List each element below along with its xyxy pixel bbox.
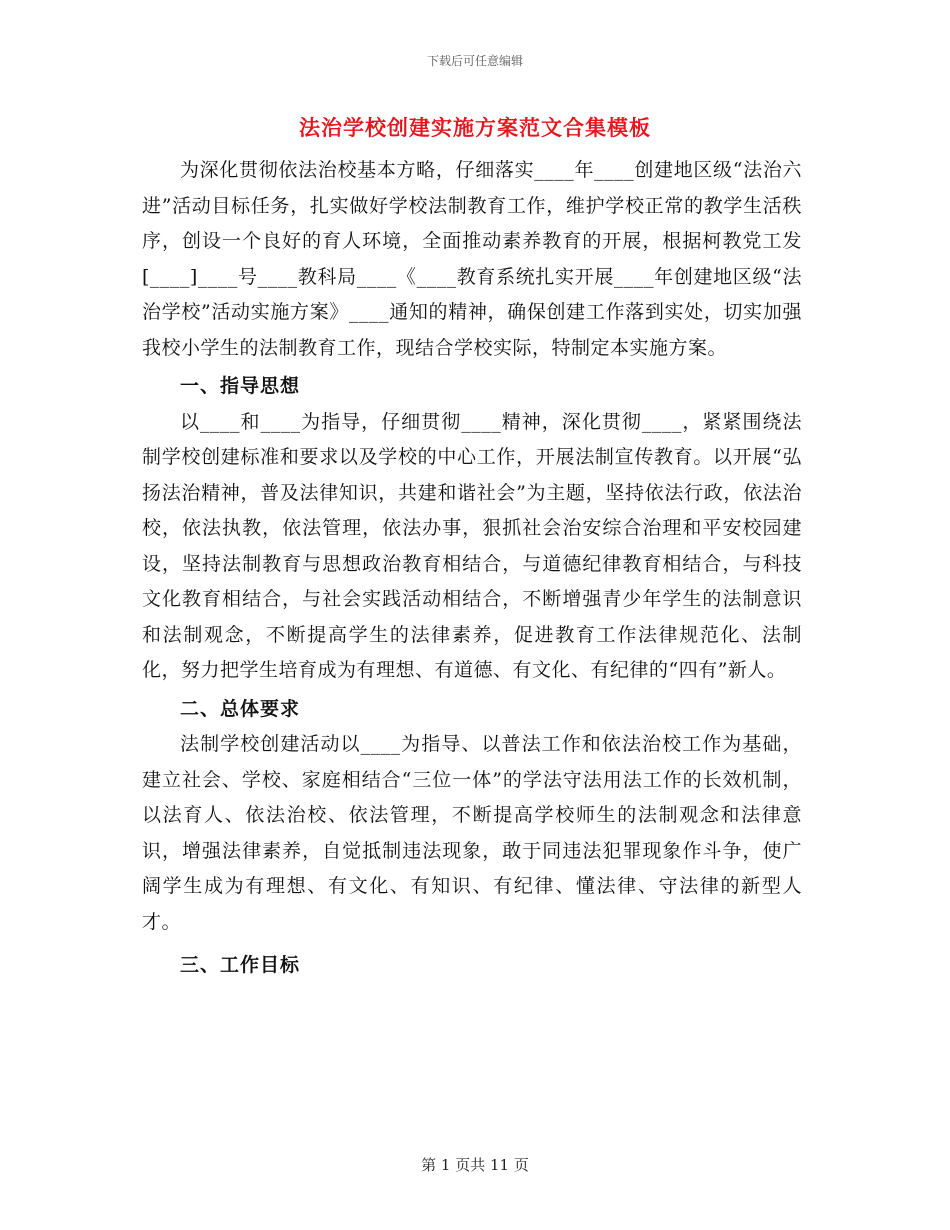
document-body <box>142 153 802 984</box>
section-heading-work-goals: 三、工作目标 <box>180 954 301 976</box>
section-heading-guiding-ideology: 一、指导思想 <box>180 375 301 397</box>
section-body-overall-requirements: 法制学校创建活动以____为指导、以普法工作和依法治校工作为基础，建立社会、学校、家庭相结合“三位一体”的学法守法用法工作的长效机制，以法育人、依法治校、依法管理，不断提高学校师生的法制观念和法律意识，增强法律素养，自觉抵制违法现象，敢于同违法犯罪现象作斗争，使广阔学生成为有理想、有文化、有知识、有纪律、懂法律、守法律的新型人才。 <box>142 733 802 933</box>
section-body-guiding-ideology: 以____和____为指导，仔细贯彻____精神，深化贯彻____，紧紧围绕法制学校创建标准和要求以及学校的中心工作，开展法制宣传教育。以开展“弘扬法治精神，普及法律知识，共建和谐社会”为主题，坚持依法行政，依法治校，依法执教，依法管理，依法办事，狠抓社会治安综合治理和平安校园建设，坚持法制教育与思想政治教育相结合，与道德纪律教育相结合，与科技文化教育相结合，与社会实践活动相结合，不断增强青少年学生的法制意识和法制观念，不断提高学生的法律素养，促进教育工作法律规范化、法制化，努力把学生培育成为有理想、有道德、有文化、有纪律的“四有”新人。 <box>142 410 802 681</box>
document-title: 法治学校创建实施方案范文合集模板 <box>299 115 651 140</box>
section-heading-overall-requirements: 二、总体要求 <box>180 697 301 720</box>
intro-paragraph: 为深化贯彻依法治校基本方略，仔细落实____年____创建地区级“法治六进”活动目标任务，扎实做好学校法制教育工作，维护学校正常的教学生活秩序，创设一个良好的育人环境，全面推动素养教育的开展，根据柯教党工发[____]____号____教科局____《____教育系统扎实开展____年创建地区级“法治学校”活动实施方案》____通知的精神，确保创建工作落到实处，切实加强我校小学生的法制教育工作，现结合学校实际，特制定本实施方案。 <box>142 159 802 359</box>
page-footer: 第 1 页共 11 页 <box>421 1156 529 1174</box>
header-note: 下载后可任意编辑 <box>426 54 523 68</box>
